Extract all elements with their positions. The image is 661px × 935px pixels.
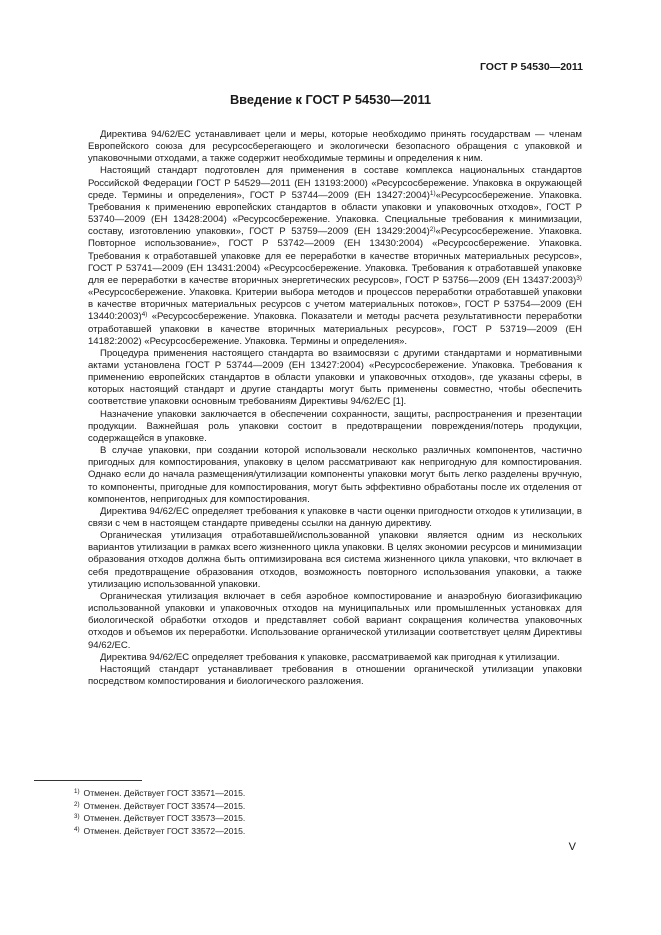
footnote-2: $^{2)}$ Отменен. Действует ГОСТ 33574—2015. bbox=[74, 800, 246, 811]
paragraph-components: В случае упаковки, при создании которой использовали несколько различных компонентов, частично пригодных для компостирования, упаковку в целом рассматривают как непригодную для компостирования. Однако если до начала размещения/утилизации компоненты упаковки могут быть легко разделены вручную, то компоненты, пригодные для компостирования, могут быть эффективно обработаны после их отделения от компонентов, непригодных для компостирования. bbox=[88, 445, 582, 505]
paragraph-scope: Настоящий стандарт устанавливает требования в отношении органической утилизации упаковки посредством компостирования и биологического разложения. bbox=[88, 663, 582, 688]
body-text bbox=[88, 129, 582, 688]
paragraph-directive: Директива 94/62/ЕС устанавливает цели и меры, которые необходимо принять государствам — членам Европейского союза для ресурсосберегающего и экологически безопасного обращения с упаковкой и упаковочными отходами, а также содержит необходимые термины и определения к ним. bbox=[88, 129, 582, 165]
footnotes bbox=[74, 787, 245, 837]
paragraph-purpose: Назначение упаковки заключается в обеспечении сохранности, защиты, распространения и презентации продукции. Важнейшая роль упаковки состоит в предотвращении повреждения/потерь продукции, содержащейся в упаковке. bbox=[88, 408, 582, 444]
paragraph-standards-complex: Настоящий стандарт подготовлен для применения в составе комплекса национальных стандартов Российской Федерации ГОСТ Р 54529—2011 (ЕН 13193:2000) «Ресурсосбережение. Упаковка в окружающей среде. Термины и определения», ГОСТ Р 53744—2009 (ЕН 13427:2004)$^{1)}$«Ресурсосбережение. Упаковка. Требования к применению европейских стандартов в области упаковки и упаковочных отходов», ГОСТ Р 53740—2009 (ЕН 13428:2004) «Ресурсосбережение. Упаковка. Специальные требования к минимизации, составу, изготовлению упаковки», ГОСТ Р 53759—2009 (ЕН 13429:2004)$^{2)}$«Ресурсосбережение. Упаковка. Повторное использование», ГОСТ Р 53742—2009 (ЕН 13430:2004) «Ресурсосбережение. Упаковка. Требования к отработавшей упаковке для ее переработки в качестве вторичных материальных ресурсов», ГОСТ Р 53741—2009 (ЕН 13431:2004) «Ресурсосбережение. Упаковка. Требования к отработавшей упаковке для ее переработки в качестве вторичных энергетических ресурсов», ГОСТ Р 53756—2009 (ЕН 13437:2003)$^{3)}$ «Ресурсосбережение. Упаковка. Критерии выбора методов и процессов переработки отработавшей упаковки в качестве вторичных материальных ресурсов с учетом материальных потоков», ГОСТ Р 53754—2009 (ЕН 13440:2003)$^{4)}$ «Ресурсосбережение. Упаковка. Показатели и методы расчета результативности переработки отработавшей упаковки в качестве вторичных материальных ресурсов», ГОСТ Р 53719—2009 (ЕН 14182:2002) «Ресурсосбережение. Упаковка. Термины и определения». bbox=[88, 165, 582, 347]
footnote-ref-2: 2) bbox=[429, 226, 436, 234]
footnote-divider bbox=[34, 780, 142, 781]
footnote-ref-1: 1) bbox=[429, 189, 436, 197]
section-title: Введение к ГОСТ Р 54530—2011 bbox=[229, 92, 432, 107]
footnote-4: $^{4)}$ Отменен. Действует ГОСТ 33572—2015. bbox=[74, 825, 246, 836]
footnote-ref-4: 4) bbox=[141, 311, 148, 319]
document-header: ГОСТ Р 54530—2011 bbox=[479, 61, 583, 73]
page-number: V bbox=[568, 841, 576, 853]
paragraph-directive-recovery: Директива 94/62/ЕС определяет требования к упаковке, рассматриваемой как пригодная к утилизации. bbox=[100, 651, 560, 663]
footnote-1: $^{1)}$ Отменен. Действует ГОСТ 33571—2015. bbox=[74, 788, 246, 798]
paragraph-directive-requirements: Директива 94/62/ЕС определяет требования к упаковке в части оценки пригодности отходов к утилизации, в связи с чем в настоящем стандарте приведены ссылки на данную директиву. bbox=[88, 505, 582, 529]
footnote-3: $^{3)}$ Отменен. Действует ГОСТ 33573—2015. bbox=[74, 813, 246, 824]
paragraph-procedure: Процедура применения настоящего стандарта во взаимосвязи с другими стандартами и нормативными актами установлена ГОСТ Р 53744—2009 (ЕН 13427:2004) «Ресурсосбережение. Упаковка. Требования к применению европейских стандартов в области упаковки и упаковочных отходов», где указаны сферы, в которых настоящий стандарт и другие стандарты могут быть применены совместно, чтобы обеспечить соответствие упаковки основным требованиям Директивы 94/62/ЕС [1]. bbox=[88, 347, 582, 408]
footnote-ref-3: 3) bbox=[576, 274, 582, 282]
paragraph-organic-recycling: Органическая утилизация отработавшей/использованной упаковки является одним из нескольких вариантов утилизации в рамках всего жизненного цикла упаковки. В целях экономии ресурсов и минимизации образования отходов должна быть оптимизирована вся система жизненного цикла упаковки, что включает в себя предотвращение образования отходов, возможность повторного использования упаковки, а также утилизацию использованной упаковки. bbox=[88, 530, 582, 590]
paragraph-organic-includes: Органическая утилизация включает в себя аэробное компостирование и анаэробную биогазификацию использованной упаковки и упаковочных отходов на муниципальных или промышленных установках для биологической обработки отходов и представляет собой вариант сокращения количества упаковочных отходов и объемов их переработки. Использование органической утилизации соответствует целям Директивы 94/62/ЕС. bbox=[88, 590, 582, 651]
